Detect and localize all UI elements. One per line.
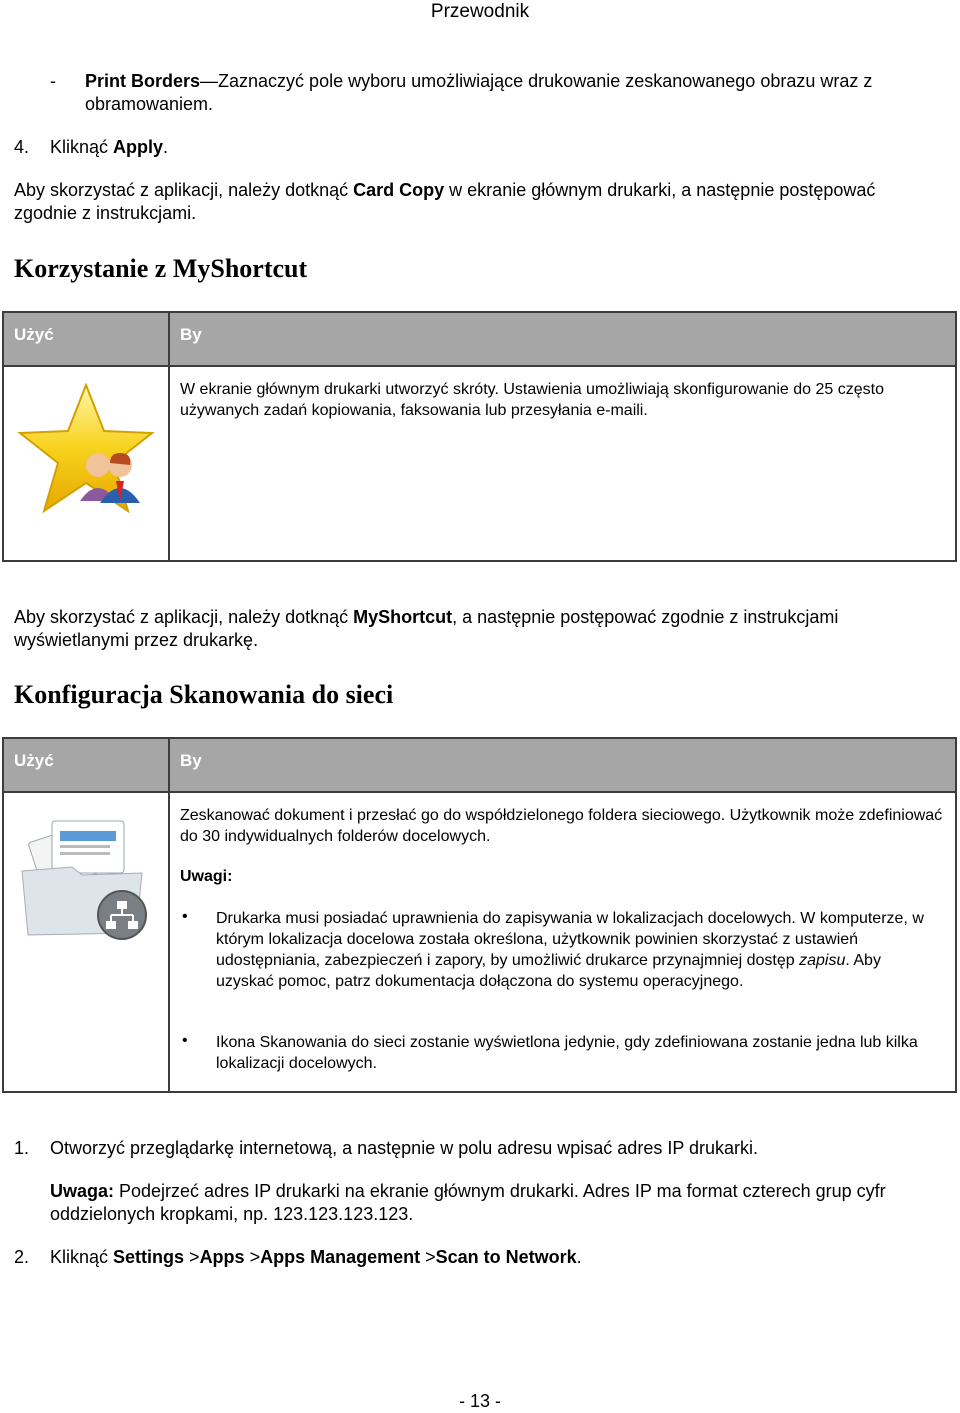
card-copy-label: Card Copy [353, 180, 445, 200]
step4-end: . [163, 137, 169, 157]
table-header [4, 313, 955, 367]
bullet1-italic: zapisu [799, 952, 846, 969]
col-header-by: By [180, 751, 202, 770]
step1-number: 1. [14, 1138, 30, 1158]
note-bullet-1 [216, 908, 941, 992]
bullet-icon: • [182, 908, 188, 925]
settings-label: Settings [113, 1247, 185, 1267]
myshortcut-label: MyShortcut [353, 607, 453, 627]
myshortcut-paragraph [14, 606, 944, 652]
section-heading-myshortcut: Korzystanie z MyShortcut [14, 254, 308, 283]
step4-text: Kliknąć [50, 137, 114, 157]
step4-number: 4. [14, 137, 30, 157]
separator: > [420, 1247, 436, 1267]
step1-note [50, 1180, 950, 1226]
apps-management-label: Apps Management [260, 1247, 421, 1267]
col-header-by: By [180, 325, 202, 344]
separator: > [184, 1247, 200, 1267]
bullet-icon: • [182, 1032, 188, 1049]
print-borders-text: —Zaznaczyć pole wyboru umożliwiające drukowanie zeskanowanego obrazu wraz z obramowaniem. [85, 71, 873, 114]
table-header [4, 739, 955, 793]
step1-text: Otworzyć przeglądarkę internetową, a następnie w polu adresu wpisać adres IP drukarki. [50, 1138, 759, 1158]
scan-to-network-label: Scan to Network [435, 1247, 577, 1267]
page-header: Przewodnik [430, 1, 530, 22]
page-number: - 13 - [458, 1391, 501, 1411]
step4 [50, 136, 168, 159]
print-borders-item [85, 70, 955, 116]
section-heading-scan-to-network: Konfiguracja Skanowania do sieci [14, 680, 394, 709]
bullet1-post: . Aby uzyskać pomoc, patrz dokumentacja dołączona do systemu operacyjnego. [216, 952, 881, 990]
apps-label: Apps [199, 1247, 245, 1267]
myshortcut-table [2, 311, 957, 562]
scan-description: Zeskanować dokument i przesłać go do współdzielonego foldera sieciowego. Użytkownik może zdefiniować do 30 indywidualnych folderów docelowych. [180, 807, 943, 845]
card-copy-pre: Aby skorzystać z aplikacji, należy dotknąć [14, 180, 354, 200]
notes-label: Uwagi: [180, 868, 233, 885]
card-copy-post: w ekranie głównym drukarki, a następnie postępować zgodnie z instrukcjami. [14, 180, 876, 223]
apply-label: Apply [113, 137, 164, 157]
note-label: Uwaga: [50, 1181, 115, 1201]
network-folder-icon [12, 811, 160, 941]
card-copy-paragraph [14, 179, 914, 225]
myshortcut-post: , a następnie postępować zgodnie z instrukcjami wyświetlanymi przez drukarkę. [14, 607, 839, 650]
step2-end: . [576, 1247, 582, 1267]
column-divider [168, 739, 170, 1091]
column-divider [168, 313, 170, 560]
myshortcut-icon [16, 383, 156, 523]
step2-text [50, 1246, 950, 1269]
step2-pre: Kliknąć [50, 1247, 114, 1267]
note-bullet-2: Ikona Skanowania do sieci zostanie wyświetlona jedynie, gdy zdefiniowana zostanie jedna lub kilka lokalizacji docelowych. [216, 1034, 918, 1072]
step2-number: 2. [14, 1247, 30, 1267]
myshortcut-description: W ekranie głównym drukarki utworzyć skróty. Ustawienia umożliwiają skonfigurowanie do 25 często używanych zadań kopiowania, faksowania lub przesyłania e-maili. [180, 381, 884, 419]
myshortcut-pre: Aby skorzystać z aplikacji, należy dotknąć [14, 607, 354, 627]
scan-to-network-table [2, 737, 957, 1093]
note-text: Podejrzeć adres IP drukarki na ekranie głównym drukarki. Adres IP ma format czterech grup cyfr oddzielonych kropkami, np. 123.123.123.123. [50, 1181, 886, 1224]
col-header-use: Użyć [14, 751, 54, 770]
print-borders-label: Print Borders [85, 71, 201, 91]
bullet1-pre: Drukarka musi posiadać uprawnienia do zapisywania w lokalizacjach docelowych. W komputerze, w którym lokalizacja docelowa została określona, użytkownik powinien skorzystać z ustawień udostępniania, zabezpieczeń i zapory, by umożliwić drukarce przynajmniej dostęp [216, 910, 924, 969]
list-dash: - [50, 71, 56, 91]
col-header-use: Użyć [14, 325, 54, 344]
separator: > [244, 1247, 261, 1267]
